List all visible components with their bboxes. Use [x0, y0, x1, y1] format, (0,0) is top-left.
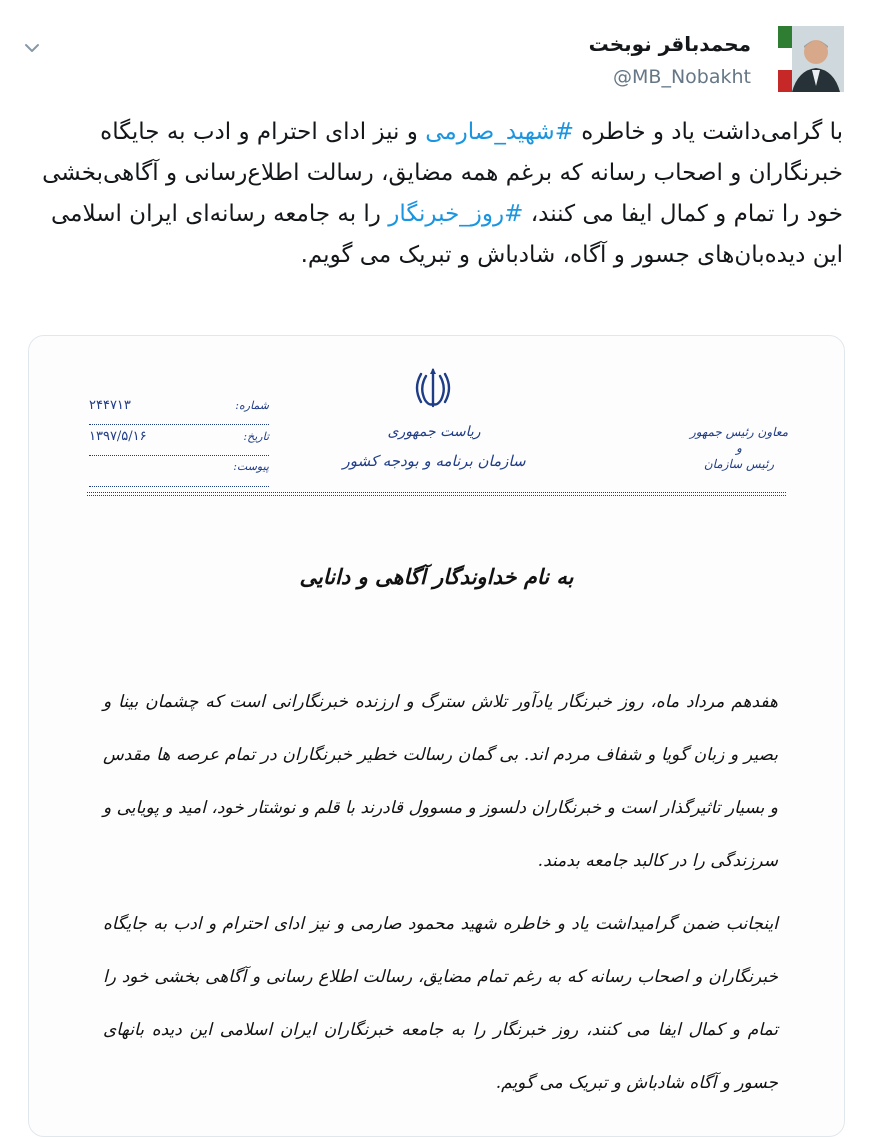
author-handle[interactable]: @MB_Nobakht [613, 66, 751, 88]
org-line-1: ریاست جمهوری [387, 424, 481, 440]
title-line-2: و [736, 441, 742, 455]
letterhead-fields [89, 398, 269, 491]
iran-emblem-icon [411, 366, 455, 410]
hashtag-link[interactable]: #روز_خبرنگار [388, 201, 524, 227]
document-body [103, 676, 778, 1120]
date-label: تاریخ: [243, 430, 269, 443]
tweet-text-part: را به جامعه رسانه‌ای ایران اسلامی این دیده‌بان‌های جسور و آگاه، شادباش و تبریک می گویم. [51, 201, 843, 268]
user-avatar-image [778, 26, 844, 92]
tweet-author[interactable] [589, 30, 751, 90]
title-line-3: رئیس سازمان [703, 457, 775, 471]
number-field [89, 398, 269, 425]
avatar[interactable] [778, 26, 844, 92]
letterhead-divider [87, 495, 786, 496]
letterhead-divider [87, 492, 786, 493]
org-line-2: سازمان برنامه و بودجه کشور [342, 452, 526, 470]
date-field [89, 429, 269, 456]
tweet-text-part: و نیز ادای احترام و ادب به جایگاه خبرنگاران و اصحاب رسانه که برغم همه مضایق، رسالت اطلاع‌رسانی و آگاهی‌بخشی خود را تمام و کمال ایفا می کنند، [42, 119, 843, 227]
tweet-text [28, 112, 843, 276]
tweet-text-part: با گرامی‌داشت یاد و خاطره [573, 119, 843, 145]
letterhead-title [690, 424, 788, 472]
chevron-down-icon[interactable] [22, 38, 42, 58]
document-paragraph: هفدهم مرداد ماه، روز خبرنگار یادآور تلاش سترگ و ارزنده خبرنگارانی است که چشمان بینا و بصیر و زبان گویا و شفاف مردم اند. بی گمان رسالت خطیر خبرنگاران در تمام عرصه ها مقدس و بسیار تاثیرگذار است و خبرنگاران دلسوز و مسوول قادرند با قلم و نوشتار خود، امید و پویایی و سرزندگی را در کالبد جامعه بدمند. [103, 692, 778, 871]
attached-document-image[interactable] [28, 335, 845, 1137]
number-label: شماره: [235, 399, 269, 412]
document-paragraph: اینجانب ضمن گرامیداشت یاد و خاطره شهید محمود صارمی و نیز ادای احترام و ادب به جایگاه خبرنگاران و اصحاب رسانه که به رغم تمام مضایق، رسالت اطلاع رسانی و آگاهی بخشی خود را تمام و کمال ایفا می کنند، روز خبرنگار را به جامعه خبرنگاران ایران اسلامی این دیده بانهای جسور و آگاه شادباش و تبریک می گویم. [103, 914, 778, 1093]
document-salutation: به نام خداوندگار آگاهی و دانایی [299, 564, 574, 589]
letterhead-organization [279, 422, 589, 474]
attachment-label: پیوست: [233, 460, 269, 473]
hashtag-link[interactable]: #شهید_صارمی [425, 119, 574, 145]
date-value: ۱۳۹۷/۵/۱۶ [89, 429, 147, 444]
title-line-1: معاون رئیس جمهور [689, 425, 788, 439]
author-name[interactable]: محمدباقر نوبخت [588, 32, 751, 56]
number-value: ۲۴۴۷۱۳ [89, 398, 131, 413]
attachment-field [89, 460, 269, 487]
